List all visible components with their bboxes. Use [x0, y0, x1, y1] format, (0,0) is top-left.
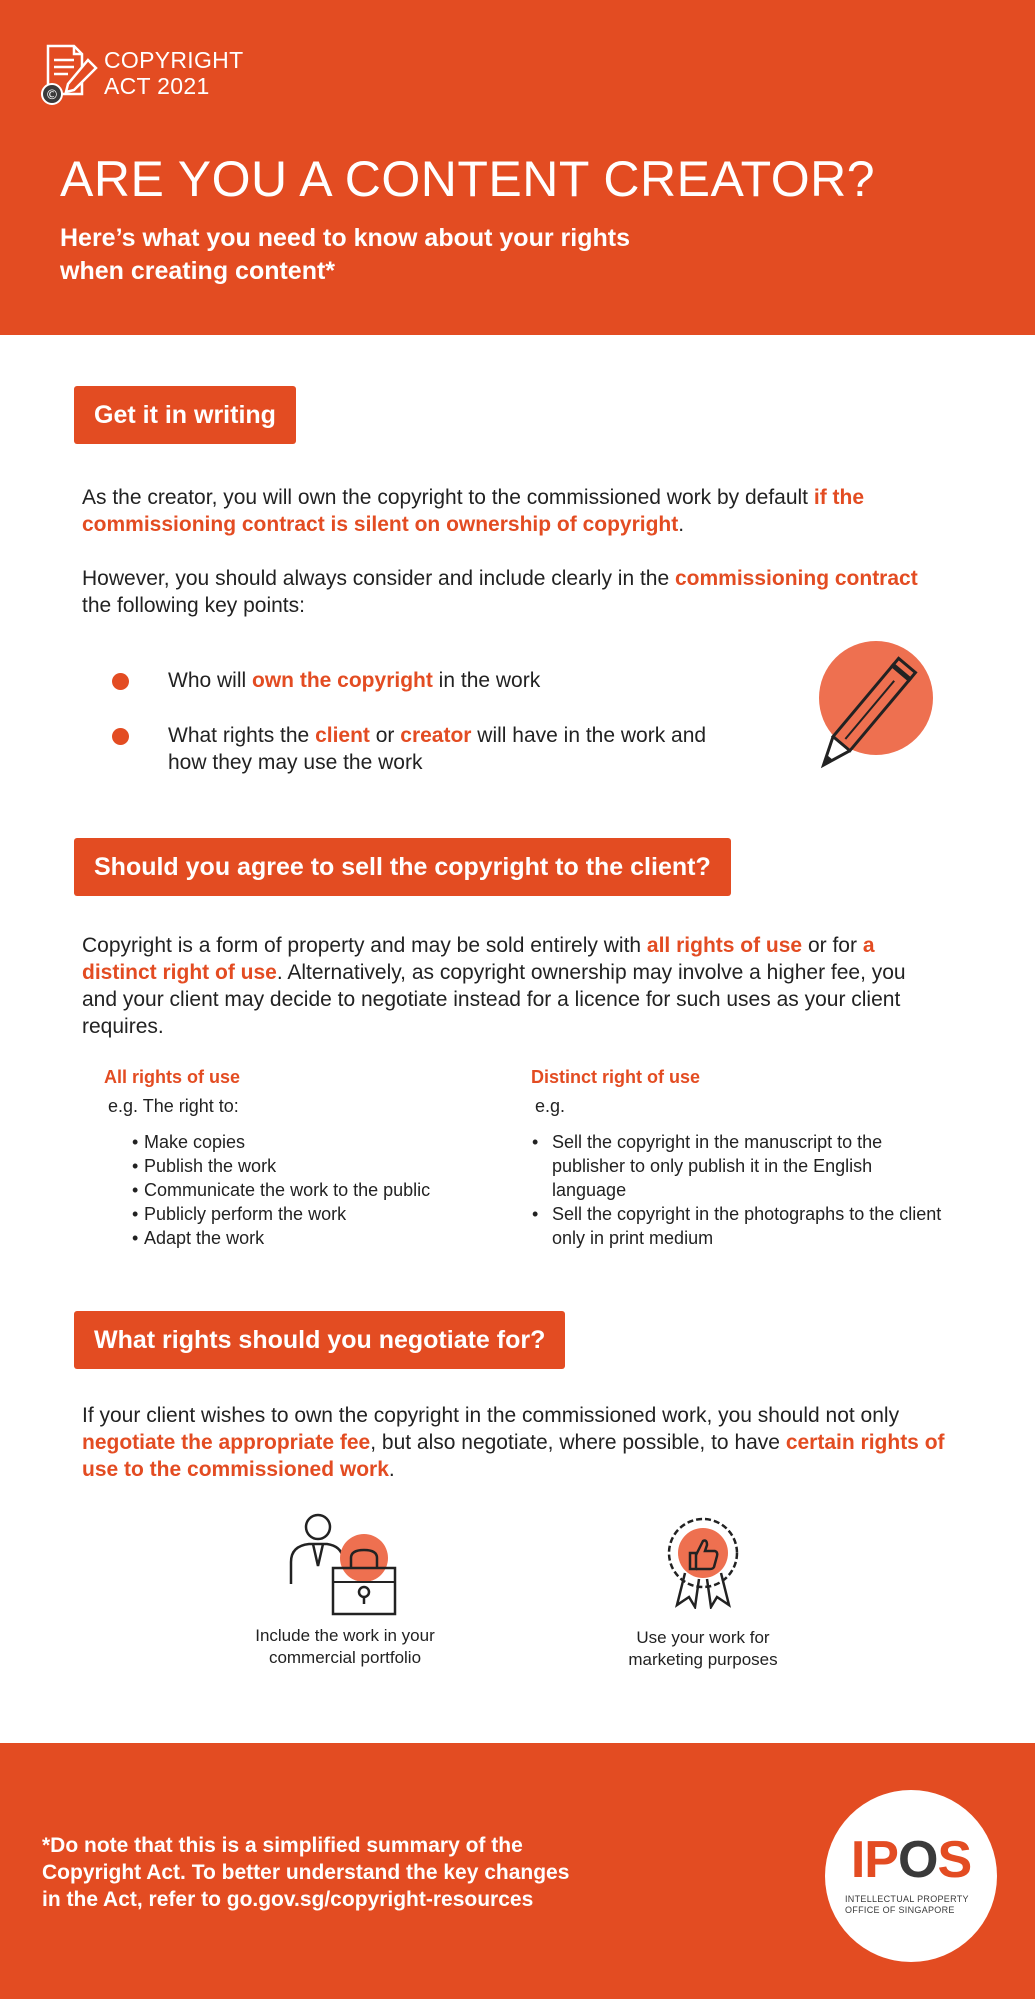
distinct-right-subtitle: e.g. — [535, 1096, 566, 1116]
text: or for — [802, 934, 863, 957]
text: As the creator, you will own the copyright to the commissioned work by default — [82, 486, 814, 509]
ipos-logo — [825, 1790, 997, 1962]
highlight-text: creator — [400, 724, 472, 747]
text: Copyright is a form of property and may be sold entirely with — [82, 934, 647, 957]
text: If your client wishes to own the copyright in the commissioned work, you should not only — [82, 1404, 900, 1427]
logo-line-1: COPYRIGHT — [104, 47, 244, 73]
highlight-text: a distinct right of use — [82, 934, 875, 984]
highlight-text: own the copyright — [252, 669, 433, 692]
section1-paragraph-1 — [82, 484, 952, 538]
tagline-line: INTELLECTUAL PROPERTY — [845, 1894, 969, 1904]
text: , but also negotiate, where possible, to have — [370, 1431, 786, 1454]
bullet-dot — [112, 673, 129, 690]
section-label-negotiate: What rights should you negotiate for? — [74, 1311, 565, 1369]
highlight-text: if the commissioning contract is silent on ownership of copyright — [82, 486, 865, 536]
footer-banner — [0, 1743, 1035, 1999]
section3-paragraph — [82, 1402, 952, 1483]
highlight-text: all rights of use — [646, 934, 803, 957]
text: However, you should always consider and include clearly in the — [82, 567, 675, 590]
section1-paragraph-2 — [82, 565, 952, 619]
distinct-right-list — [532, 1130, 942, 1250]
ipos-wordmark: IPOS — [850, 1831, 972, 1889]
text: Who will — [168, 669, 253, 692]
section-label-sell-copyright: Should you agree to sell the copyright to the client? — [74, 838, 731, 896]
thumbs-up-badge-icon — [663, 1515, 743, 1609]
caption-line: Include the work in your — [255, 1626, 435, 1645]
footnote-line: in the Act, refer to go.gov.sg/copyright-resources — [42, 1888, 534, 1911]
text: in the work — [432, 669, 541, 692]
icon-caption-portfolio — [225, 1625, 465, 1669]
text: What rights the — [168, 724, 316, 747]
caption-line: Use your work for — [636, 1628, 770, 1647]
ipos-wordmark-o: O — [898, 1831, 938, 1889]
list-item: • Publicly perform the work — [132, 1202, 512, 1226]
page-title: ARE YOU A CONTENT CREATOR? — [60, 151, 876, 207]
list-item: • Make copies — [132, 1130, 512, 1154]
subtitle-line-1: Here’s what you need to know about your rights — [60, 224, 630, 252]
caption-line: marketing purposes — [628, 1650, 778, 1669]
text: will have in the work and how they may use the work — [168, 724, 707, 774]
logo-line-2: ACT 2021 — [104, 73, 210, 99]
all-rights-subtitle: e.g. The right to: — [108, 1096, 239, 1116]
text: . Alternatively, as copyright ownership may involve a higher fee, you and your client may decide to negotiate instead for a licence for such uses as your client requires. — [82, 961, 906, 1038]
tagline-line: OFFICE OF SINGAPORE — [845, 1905, 955, 1915]
list-item: • Publish the work — [132, 1154, 512, 1178]
key-point-text — [168, 722, 728, 776]
act-logo-text — [104, 47, 243, 99]
highlight-text: commissioning contract — [675, 567, 918, 590]
all-rights-list — [132, 1130, 512, 1250]
highlight-text: negotiate the appropriate fee — [82, 1431, 371, 1454]
ipos-tagline — [845, 1894, 985, 1916]
highlight-text: certain rights of use to the commissioned work — [82, 1431, 945, 1481]
bullet-dot — [112, 728, 129, 745]
businessman-briefcase-icon — [285, 1510, 405, 1622]
footnote-line: Copyright Act. To better understand the key changes — [42, 1861, 570, 1884]
key-point-text — [168, 667, 728, 694]
list-item: • Communicate the work to the public — [132, 1178, 512, 1202]
highlight-text: client — [315, 724, 370, 747]
section-label-get-it-in-writing: Get it in writing — [74, 386, 296, 444]
list-item: • Adapt the work — [132, 1226, 512, 1250]
distinct-right-title: Distinct right of use — [531, 1067, 701, 1087]
section2-paragraph — [82, 932, 912, 1040]
header-banner — [0, 0, 1035, 335]
svg-text:©: © — [45, 88, 59, 103]
page-subtitle — [60, 222, 760, 288]
list-item: • Sell the copyright in the manuscript to the publisher to only publish it in the English language — [532, 1130, 942, 1202]
document-pen-copyright-icon — [38, 42, 102, 106]
text: . — [388, 1458, 395, 1481]
subtitle-line-2: when creating content* — [60, 257, 336, 285]
footnote — [42, 1832, 642, 1913]
all-rights-title: All rights of use — [104, 1067, 241, 1087]
text: or — [369, 724, 401, 747]
text: the following key points: — [82, 594, 305, 617]
ipos-logo-text — [825, 1830, 997, 1890]
text: . — [678, 513, 685, 536]
footnote-line: *Do note that this is a simplified summary of the — [42, 1834, 523, 1857]
caption-line: commercial portfolio — [268, 1648, 422, 1667]
list-item: • Sell the copyright in the photographs to the client only in print medium — [532, 1202, 942, 1250]
pencil-icon — [800, 640, 940, 790]
icon-caption-marketing — [583, 1627, 823, 1671]
